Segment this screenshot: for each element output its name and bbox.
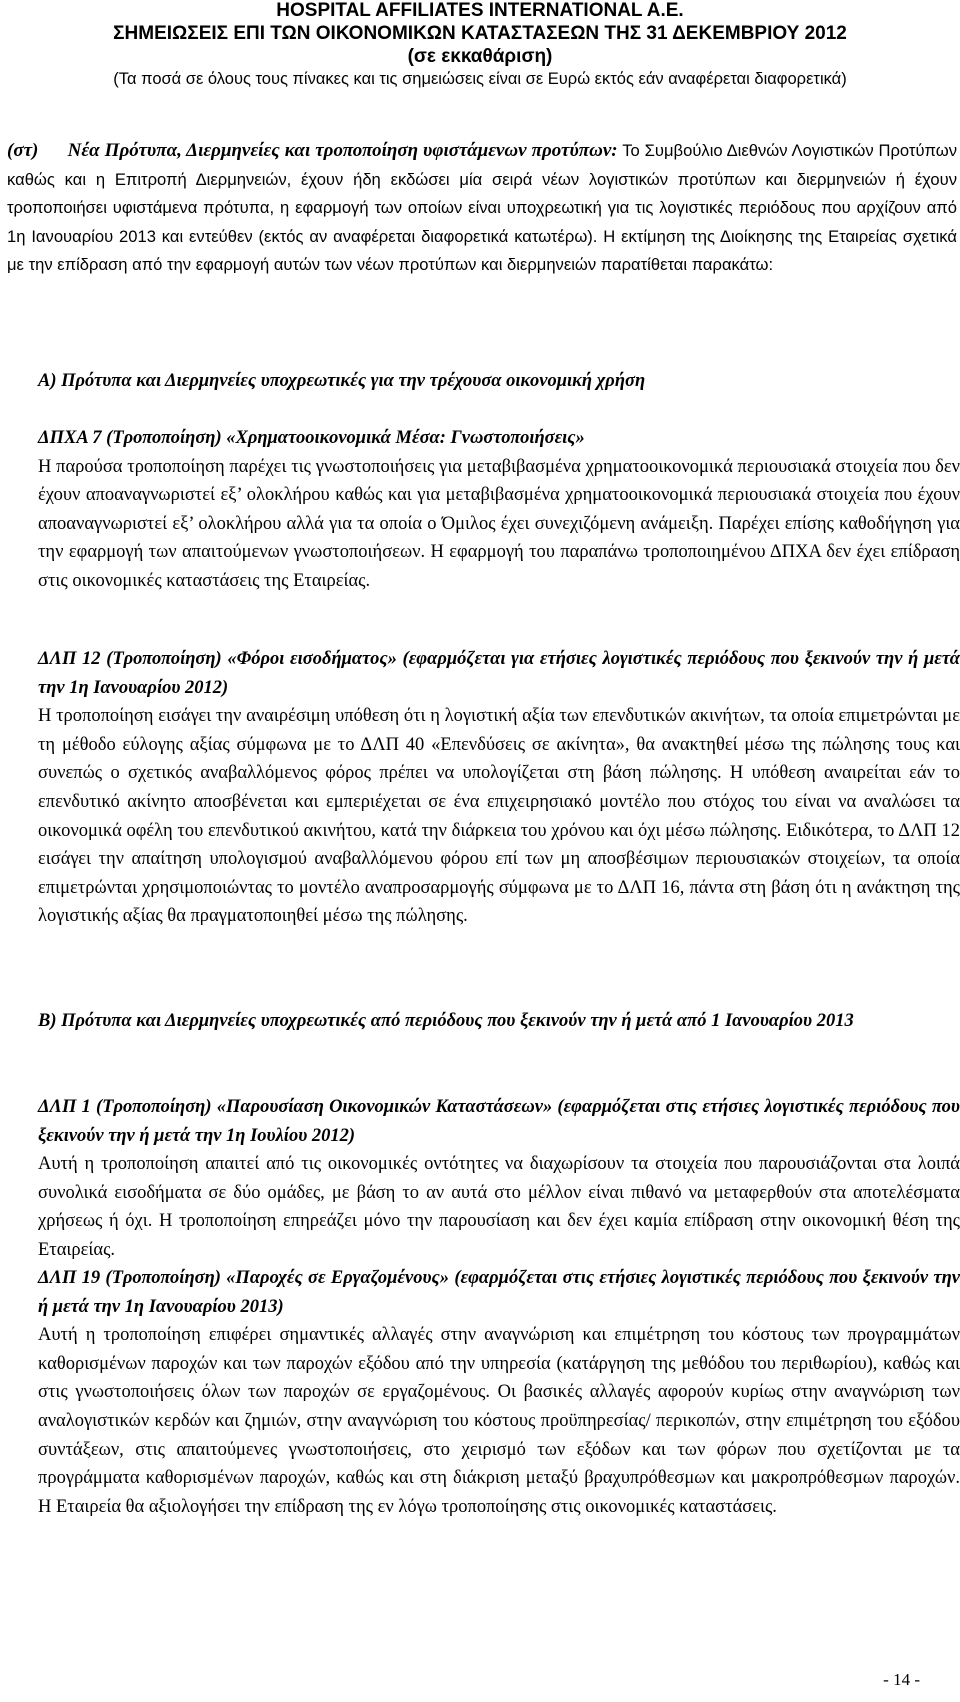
document-title: ΣΗΜΕΙΩΣΕΙΣ ΕΠΙ ΤΩΝ ΟΙΚΟΝΟΜΙΚΩΝ ΚΑΤΑΣΤΑΣΕΩΝ ΤΗΣ 31 ΔΕΚΕΜΒΡΙΟΥ 2012 <box>113 23 847 44</box>
dlp12-heading: ΔΛΠ 12 (Τροποποίηση) «Φόροι εισοδήματος» (εφαρμόζεται για ετήσιες λογιστικές περιόδους που ξεκινούν την ή μετά την 1η Ιανουαρίου 2012) <box>38 649 960 698</box>
section-st-label: (στ) <box>7 140 39 161</box>
section-a-block <box>38 367 960 396</box>
company-name: HOSPITAL AFFILIATES INTERNATIONAL A.E. <box>276 0 684 21</box>
section-a-heading: Α) Πρότυπα και Διερμηνείες υποχρεωτικές για την τρέχουσα οικονομική χρήση <box>38 371 646 391</box>
dpxa7-heading: ΔΠΧΑ 7 (Τροποποίηση) «Χρηματοοικονομικά Μέσα: Γνωστοποιήσεις» <box>38 428 585 448</box>
currency-note: (Τα ποσά σε όλους τους πίνακες και τις σημειώσεις είναι σε Ευρώ εκτός εάν αναφέρεται διαφορετικά) <box>113 70 847 88</box>
dlp1-block <box>38 1093 960 1265</box>
dlp19-heading: ΔΛΠ 19 (Τροποποίηση) «Παροχές σε Εργαζομένους» (εφαρμόζεται στις ετήσιες λογιστικές περιόδους που ξεκινούν την ή μετά την 1η Ιανουαρίου 2013) <box>38 1268 960 1317</box>
section-st-heading: Νέα Πρότυπα, Διερμηνείες και τροποποίηση υφιστάμενων προτύπων: <box>67 140 618 161</box>
dlp19-text: Αυτή η τροποποίηση επιφέρει σημαντικές αλλαγές στην αναγνώριση και επιμέτρηση του κόστους των προγραμμάτων καθορισμένων παροχών και των παροχών εξόδου από την υπηρεσία (κατάργηση της μεθόδου του περιθωρίου), καθώς και στις γνωστοποιήσεις όλων των παροχών σε εργαζομένους. Οι βασικές αλλαγές αφορούν κυρίως στην αναγνώριση των αναλογιστικών κερδών και ζημιών, στην αναγνώριση του κόστους προϋπηρεσίας/ περικοπών, στην επιμέτρηση του εξόδου συντάξεων, στις απαιτούμενες γνωστοποιήσεις, στο χειρισμό των εξόδων και των φόρων που σχετίζονται με τα προγράμματα καθορισμένων παροχών, καθώς και στη διάκριση μεταξύ βραχυπρόθεσμων και μακροπρόθεσμων παροχών. Η Εταιρεία θα αξιολογήσει την επίδραση της εν λόγω τροποποίησης στις οικονομικές καταστάσεις. <box>38 1325 960 1517</box>
dpxa7-block <box>38 424 960 596</box>
dlp19-block <box>38 1264 960 1521</box>
section-st-text: Το Συμβούλιο Διεθνών Λογιστικών Προτύπων καθώς και η Επιτροπή Διερμηνειών, έχουν ήδη εκδώσει μία σειρά νέων λογιστικών προτύπων και διερμηνειών ή έχουν τροποποιήσει υφιστάμενα πρότυπα, η εφαρμογή των οποίων είναι υποχρεωτική για τις λογιστικές περιόδους που αρχίζουν από 1η Ιανουαρίου 2013 και εντεύθεν (εκτός αν αναφέρεται διαφορετικά κατωτέρω). Η εκτίμηση της Διοίκησης της Εταιρείας σχετικά με την επίδραση από την εφαρμογή αυτών των νέων προτύπων και διερμηνειών παρατίθεται παρακάτω: <box>7 141 958 275</box>
dpxa7-text: Η παρούσα τροποποίηση παρέχει τις γνωστοποιήσεις για μεταβιβασμένα χρηματοοικονομικά περιουσιακά στοιχεία που δεν έχουν αποαναγνωριστεί εξ’ ολοκλήρου καθώς και για μεταβιβασμένα χρηματοοικονομικά περιουσιακά στοιχεία που έχουν αποαναγνωριστεί εξ’ ολοκλήρου αλλά για τα οποία ο Όμιλος έχει συνεχιζόμενη ανάμειξη. Παρέχει επίσης καθοδήγηση για την εφαρμογή των απαιτούμενων γνωστοποιήσεων. Η εφαρμογή του παραπάνω τροποποιημένου ΔΠΧΑ δεν έχει επίδραση στις οικονομικές καταστάσεις της Εταιρείας. <box>38 456 960 591</box>
dlp12-block <box>38 645 960 931</box>
dlp1-text: Αυτή η τροποποίηση απαιτεί από τις οικονομικές οντότητες να διαχωρίσουν τα στοιχεία που παρουσιάζονται στα λοιπά συνολικά εισοδήματα σε δύο ομάδες, με βάση το αν αυτά στο μέλλον είναι πιθανό να μεταφερθούν στα αποτελέσματα χρήσεως ή όχι. Η τροποποίηση επηρεάζει μόνο την παρουσίαση και δεν έχει καμία επίδραση στην οικονομική θέση της Εταιρείας. <box>38 1154 960 1260</box>
section-st-paragraph <box>7 137 957 280</box>
liquidation-status: (σε εκκαθάριση) <box>407 46 553 67</box>
section-b-heading: Β) Πρότυπα και Διερμηνείες υποχρεωτικές από περιόδους που ξεκινούν την ή μετά από 1 Ιανουαρίου 2013 <box>38 1011 854 1031</box>
page-number: - 14 - <box>883 1670 920 1689</box>
dlp1-heading: ΔΛΠ 1 (Τροποποίηση) «Παρουσίαση Οικονομικών Καταστάσεων» (εφαρμόζεται στις ετήσιες λογιστικές περιόδους που ξεκινούν την ή μετά την 1η Ιουλίου 2012) <box>38 1097 960 1146</box>
section-b-block <box>38 1007 960 1036</box>
dlp12-text: Η τροποποίηση εισάγει την αναιρέσιμη υπόθεση ότι η λογιστική αξία των επενδυτικών ακινήτων, τα οποία επιμετρώνται με τη μέθοδο εύλογης αξίας σύμφωνα με το ΔΛΠ 40 «Επενδύσεις σε ακίνητα», θα ανακτηθεί μέσω της πώλησης τους και συνεπώς ο σχετικός αναβαλλόμενος φόρος πρέπει να υπολογίζεται στη βάση πώλησης. Η υπόθεση αναιρείται εάν το επενδυτικό ακίνητο αποσβένεται και εμπεριέχεται σε ένα επιχειρησιακό μοντέλο που στόχος του είναι να αναλώσει τα οικονομικά οφέλη του επενδυτικού ακινήτου, κατά την διάρκεια του χρόνου και όχι μέσω πώλησης. Ειδικότερα, το ΔΛΠ 12 εισάγει την απαίτηση υπολογισμού αναβαλλόμενου φόρου επί των μη αποσβέσιμων περιουσιακών στοιχείων, τα οποία επιμετρώνται χρησιμοποιώντας το μοντέλο αναπροσαρμογής σύμφωνα με το ΔΛΠ 16, πάντα στη βάση ότι η ανάκτηση της λογιστικής αξίας θα πραγματοποιηθεί μέσω της πώλησης. <box>38 706 960 927</box>
